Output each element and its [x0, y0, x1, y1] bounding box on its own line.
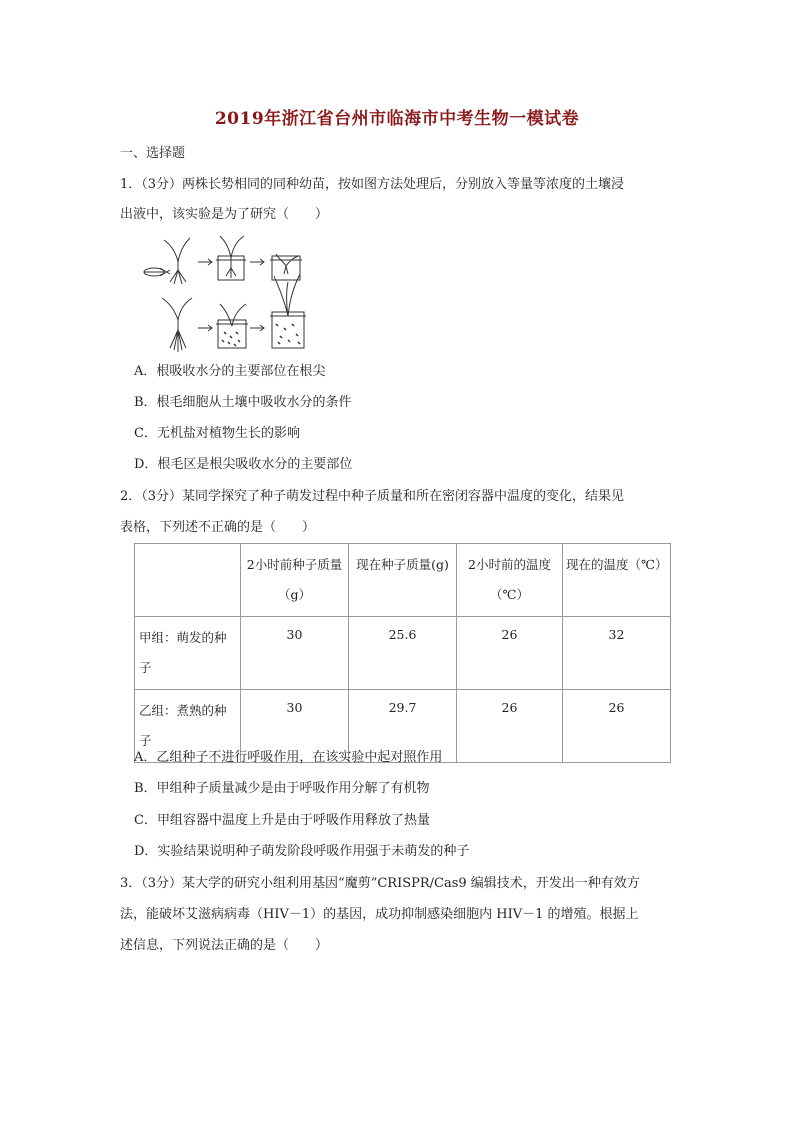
- q1-stem-line2: 出液中，该实验是为了研究（ ）: [120, 207, 329, 222]
- table-header-row: [135, 544, 671, 617]
- q2-stem-line1: 2．（3分）某同学探究了种子萌发过程中种子质量和所在密闭容器中温度的变化，结果见: [120, 489, 625, 504]
- q1-seedling-diagram: [140, 232, 320, 354]
- seedling-top-2: [216, 236, 246, 280]
- table-cell: 29.7: [349, 690, 457, 763]
- table-cell: 32: [563, 617, 671, 690]
- q2-results-table: [134, 543, 671, 763]
- q2-option-d: D．实验结果说明种子萌发阶段呼吸作用强于未萌发的种子: [134, 844, 470, 859]
- page-title: 2019年浙江省台州市临海市中考生物一模试卷: [214, 109, 580, 129]
- q2-option-c: C．甲组容器中温度上升是由于呼吸作用释放了热量: [134, 813, 430, 828]
- table-header-cell: 现在种子质量(g): [349, 544, 457, 617]
- seedling-top-1: [144, 238, 190, 284]
- q2-option-b: B．甲组种子质量减少是由于呼吸作用分解了有机物: [134, 781, 430, 796]
- table-row-label: 乙组：煮熟的种子: [135, 690, 241, 763]
- q3-stem-line1: 3．（3分）某大学的研究小组利用基因“魔剪”CRISPR/Cas9 编辑技术，开发出一种有效方: [120, 876, 640, 891]
- arrow-2: [250, 259, 264, 265]
- table-cell: 25.6: [349, 617, 457, 690]
- arrow-3: [198, 325, 212, 331]
- q1-option-d: D．根毛区是根尖吸收水分的主要部位: [134, 457, 353, 472]
- q1-option-c: C．无机盐对植物生长的影响: [134, 426, 300, 441]
- section-heading: 一、选择题: [120, 146, 186, 161]
- table-cell: 26: [457, 690, 563, 763]
- table-header-cell: 2小时前种子质量（g）: [241, 544, 349, 617]
- table-header-cell: 现在的温度（℃）: [563, 544, 671, 617]
- table-header-cell: [135, 544, 241, 617]
- table-cell: 30: [241, 617, 349, 690]
- q2-stem-line2: 表格，下列述不正确的是（ ）: [120, 520, 316, 535]
- table-cell: 26: [457, 617, 563, 690]
- seedling-bottom-2: [216, 304, 248, 348]
- table-row-label: 甲组：萌发的种子: [135, 617, 241, 690]
- table-row: [135, 617, 671, 690]
- q1-option-a: A．根吸收水分的主要部位在根尖: [134, 364, 326, 379]
- q1-stem-line1: 1．（3分）两株长势相同的同种幼苗，按如图方法处理后，分别放入等量等浓度的土壤浸: [120, 177, 625, 192]
- arrow-1: [198, 259, 212, 265]
- table-cell: 26: [563, 690, 671, 763]
- seedling-top-3: [270, 254, 302, 280]
- table-cell: 30: [241, 690, 349, 763]
- seedling-bottom-3: [270, 274, 306, 348]
- seedling-bottom-1: [162, 298, 192, 352]
- q3-stem-line2: 法，能破坏艾滋病病毒（HIV－1）的基因，成功抑制感染细胞内 HIV－1 的增殖。根据上: [120, 907, 639, 922]
- q1-option-b: B．根毛细胞从土壤中吸收水分的条件: [134, 395, 352, 410]
- q3-stem-line3: 述信息，下列说法正确的是（ ）: [120, 938, 329, 953]
- q2-option-a: A．乙组种子不进行呼吸作用，在该实验中起对照作用: [134, 750, 443, 765]
- table-header-cell: 2小时前的温度（℃）: [457, 544, 563, 617]
- arrow-4: [250, 325, 264, 331]
